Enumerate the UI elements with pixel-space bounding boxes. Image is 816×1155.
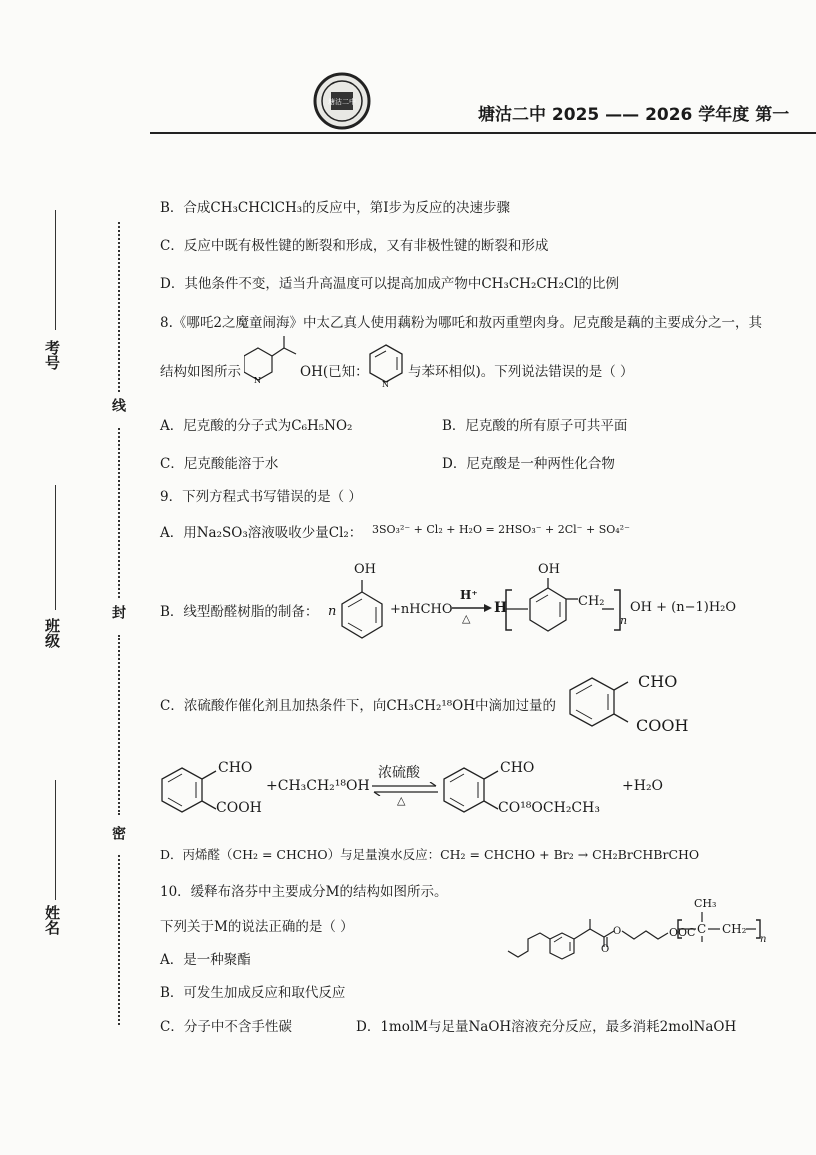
cut-mark-line: 线 — [110, 398, 126, 412]
binding-dotted-line — [118, 855, 120, 1025]
q10-stem: 10．缓释布洛芬中主要成分M的结构如图所示。 — [160, 884, 448, 900]
reactant-cho: CHO — [218, 760, 253, 776]
q8-option-a: A．尼克酸的分子式为C₆H₅NO₂ — [160, 418, 353, 434]
phenol-oh: OH — [354, 562, 376, 577]
esterification-heat: △ — [397, 794, 406, 807]
exam-number-label: 考号 — [43, 340, 61, 370]
phenol-ring — [338, 578, 386, 640]
q7-option-b: B．合成CH₃CHClCH₃的反应中，第Ⅰ步为反应的决速步骤 — [160, 200, 511, 216]
q8-stem-prefix: 结构如图所示 — [160, 364, 241, 380]
polymer-backbone — [676, 896, 772, 946]
q10-option-c: C．分子中不含手性碳 — [160, 1019, 292, 1035]
svg-text:塘沽二中: 塘沽二中 — [328, 98, 356, 106]
q8-option-c: C．尼克酸能溶于水 — [160, 456, 279, 472]
pyridine-structure — [366, 342, 406, 388]
polymer-n: n — [760, 934, 767, 945]
cut-mark-seal: 封 — [110, 605, 126, 619]
reactant-ethanol: +CH₃CH₂¹⁸OH — [266, 778, 370, 794]
nicotinic-acid-structure — [244, 334, 300, 384]
reagent-cho: CHO — [638, 672, 678, 691]
name-label: 姓名 — [43, 905, 61, 935]
resin-oh: OH — [538, 562, 560, 577]
resin-ch2: CH₂ — [578, 594, 605, 609]
ester-o-carbonyl: O — [601, 944, 610, 955]
q9-b-arrow — [452, 603, 492, 613]
exam-number-rule — [55, 210, 56, 330]
q8-stem-line1: 8.《哪吒2之魔童闹海》中太乙真人使用藕粉为哪吒和敖丙重塑肉身。尼克酸是藕的主要成分之一，其 — [160, 315, 762, 331]
phenolic-resin-structure — [504, 574, 628, 642]
binding-dotted-line — [118, 428, 120, 598]
polymer-ch3: CH₃ — [694, 897, 717, 910]
q9-b-h-end: H — [494, 600, 508, 616]
q9-b-catalyst: H⁺ — [460, 588, 478, 602]
reactant-cooh: COOH — [216, 800, 262, 816]
cut-mark-secret: 密 — [110, 826, 126, 840]
q10-ask: 下列关于M的说法正确的是（ ） — [160, 919, 354, 935]
product-water: +H₂O — [622, 778, 664, 794]
binding-dotted-line — [118, 222, 120, 392]
q9-b-hcho: +nHCHO — [390, 602, 453, 617]
product-cho: CHO — [500, 760, 535, 776]
q8-option-b: B．尼克酸的所有原子可共平面 — [442, 418, 628, 434]
q8-option-d: D．尼克酸是一种两性化合物 — [442, 456, 615, 472]
q9-option-a-equation: 3SO₃²⁻ + Cl₂ + H₂O = 2HSO₃⁻ + 2Cl⁻ + SO₄²⁻ — [372, 523, 630, 536]
reagent-cooh: COOH — [636, 716, 689, 735]
header-rule — [150, 132, 816, 134]
q10-option-d: D．1molM与足量NaOH溶液充分反应，最多消耗2molNaOH — [356, 1019, 737, 1035]
q9-b-products: OH + (n−1)H₂O — [630, 600, 737, 615]
exam-header-title: 塘沽二中 2025 —— 2026 学年度 第一 — [478, 105, 790, 125]
q7-option-d: D．其他条件不变，适当升高温度可以提高加成产物中CH₃CH₂CH₂Cl的比例 — [160, 276, 620, 292]
ester-o-link: O — [613, 926, 622, 937]
q10-option-b: B．可发生加成反应和取代反应 — [160, 985, 346, 1001]
svg-text:N: N — [254, 376, 261, 384]
resin-n: n — [620, 614, 628, 627]
school-logo — [313, 72, 371, 130]
q9-b-heat: △ — [462, 612, 471, 625]
phenol-coefficient: n — [328, 604, 337, 619]
q9-option-a-label: A．用Na₂SO₃溶液吸收少量Cl₂： — [160, 525, 363, 541]
ibuprofen-polymer-skeleton — [504, 895, 694, 995]
class-rule — [55, 485, 56, 610]
name-rule — [55, 780, 56, 900]
q7-option-c: C．反应中既有极性键的断裂和形成，又有非极性键的断裂和形成 — [160, 238, 549, 254]
product-ester: CO¹⁸OCH₂CH₃ — [498, 800, 600, 816]
polymer-carbon: C — [697, 922, 707, 936]
q9-option-d: D．丙烯醛（CH₂ = CHCHO）与足量溴水反应：CH₂ = CHCHO + Br₂ → CH₂BrCHBrCHO — [160, 847, 700, 862]
binding-dotted-line — [118, 635, 120, 815]
polymer-side-ester: OOC — [669, 926, 696, 939]
class-label: 班级 — [43, 618, 61, 648]
q9-stem: 9．下列方程式书写错误的是（ ） — [160, 489, 362, 505]
polymer-ch2: CH₂ — [722, 922, 747, 936]
phthalaldehydic-acid-structure — [566, 670, 642, 736]
svg-text:N: N — [382, 380, 389, 388]
q9-option-b-label: B．线型酚醛树脂的制备： — [160, 604, 319, 620]
q10-option-a: A．是一种聚酯 — [160, 952, 251, 968]
q8-stem-middle: OH(已知： — [300, 364, 369, 380]
esterification-catalyst: 浓硫酸 — [378, 765, 420, 781]
q9-option-c-label: C．浓硫酸作催化剂且加热条件下，向CH₃CH₂¹⁸OH中滴加过量的 — [160, 698, 557, 714]
q8-stem-suffix: 与苯环相似)。下列说法错误的是（ ） — [408, 364, 634, 380]
